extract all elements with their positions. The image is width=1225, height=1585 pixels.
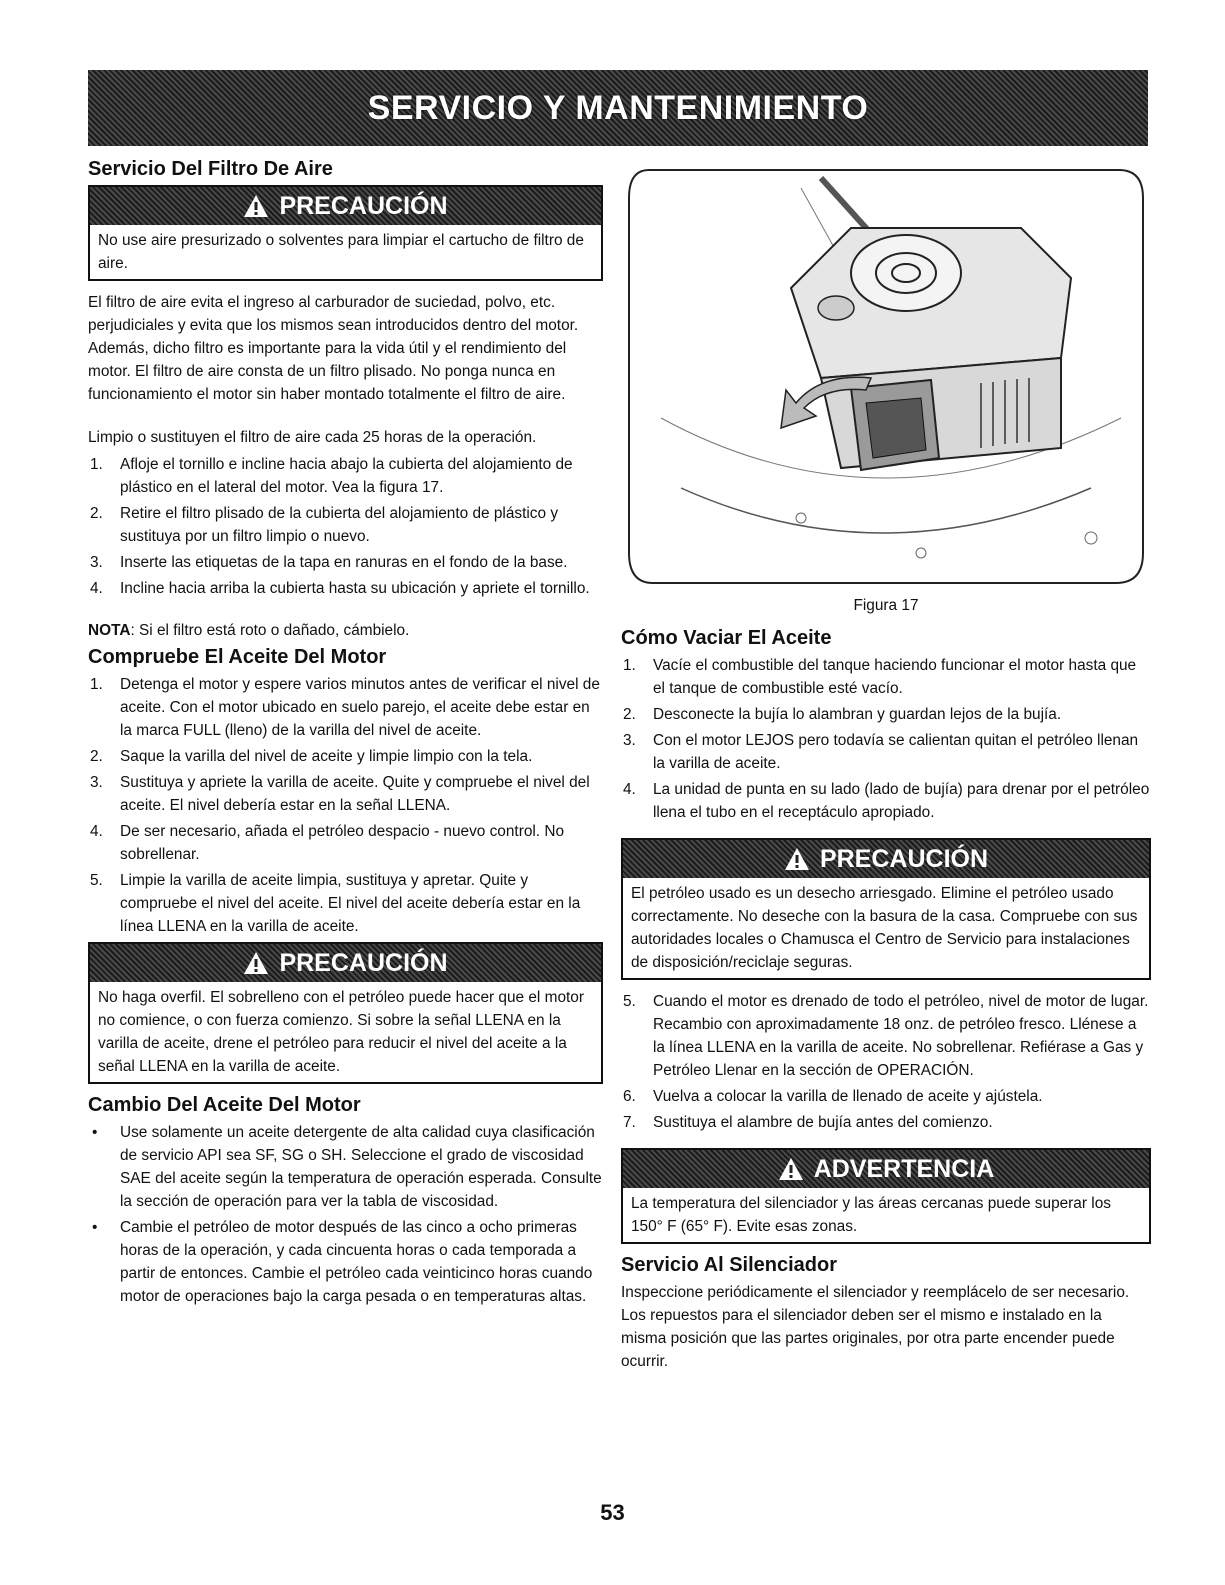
warning-triangle-icon <box>784 847 810 871</box>
warning-text: La temperatura del silenciador y las áreas cercanas puede superar los 150° F (65° F). Evite esas zonas. <box>631 1195 1111 1235</box>
list-item: • Use solamente un aceite detergente de alta calidad cuya clasificación de servicio API sea SF, SG o SH. Seleccione el grado de viscosidad SAE del aceite según la temperatura de operación esperada. Consulte la sección de operación para ver la tabla de viscosidad. <box>92 1124 602 1210</box>
right-column <box>621 158 1151 1377</box>
muffler-text: Inspeccione periódicamente el silenciador y reemplácelo de ser necesario. Los repuestos para el silenciador deben ser el mismo e instalado en la misma posición que las partes originales, por otra parte encender puede ocurrir. <box>621 1284 1130 1370</box>
caution-header <box>90 944 601 982</box>
left-column <box>88 158 603 1311</box>
list-item: 5. Limpie la varilla de aceite limpia, sustituya y apretar. Quite y compruebe el nivel del aceite. El nivel del aceite debería estar en la línea LLENA en la varilla de aceite. <box>90 872 581 935</box>
list-item: 2. Retire el filtro plisado de la cubierta del alojamiento de plástico y sustituya por un filtro limpio o nuevo. <box>90 505 559 545</box>
engine-figure <box>621 158 1146 588</box>
note-label: NOTA <box>88 622 131 639</box>
list-item: 3. Con el motor LEJOS pero todavía se calientan quitan el petróleo llenan la varilla de aceite. <box>623 732 1139 772</box>
list-item: • Cambie el petróleo de motor después de las cinco a ocho primeras horas de la operación, y cada cincuenta horas o cada temporada a partir de entonces. Cambie el petróleo cada veinticinco horas cuando motor de operaciones bajo la carga pesada o en temperaturas altas. <box>92 1219 593 1305</box>
list-item: 3. Sustituya y apriete la varilla de aceite. Quite y compruebe el nivel del aceite. El nivel debería estar en la señal LLENA. <box>90 774 590 814</box>
banner-title: SERVICIO Y MANTENIMIENTO <box>367 88 869 127</box>
air-filter-intro: Limpio o sustituyen el filtro de aire cada 25 horas de la operación. <box>88 429 537 446</box>
list-item: 6. Vuelva a colocar la varilla de llenado de aceite y ajústela. <box>623 1088 1043 1105</box>
caution-title: PRECAUCIÓN <box>279 191 448 220</box>
check-oil-steps <box>88 673 603 938</box>
caution-header <box>623 840 1149 878</box>
air-filter-paragraph: El filtro de aire evita el ingreso al carburador de suciedad, polvo, etc. perjudiciales y evita que los mismos sean introducidos dentro del motor. Además, dicho filtro es importante para la vida útil y el rendimiento del motor. El filtro de aire consta de un filtro plisado. No ponga nunca en funcionamiento el motor sin haber montado totalmente el filtro de aire. <box>88 294 579 403</box>
page-banner <box>88 70 1148 146</box>
warning-header <box>623 1150 1149 1188</box>
caution-text: No haga overfil. El sobrelleno con el petróleo puede hacer que el motor no comience, o con fuerza comienzo. Si sobre la señal LLENA en la varilla de aceite, drene el petróleo para reducir el nivel del aceite a la señal LLENA en la varilla de aceite. <box>98 989 584 1075</box>
caution-title: PRECAUCIÓN <box>279 948 448 977</box>
note-text: : Si el filtro está roto o dañado, cámbielo. <box>130 622 410 639</box>
engine-illustration <box>621 158 1146 588</box>
caution-text: No use aire presurizado o solventes para limpiar el cartucho de filtro de aire. <box>98 232 584 272</box>
list-item: 7. Sustituya el alambre de bujía antes del comienzo. <box>623 1114 993 1131</box>
muffler-heading: Servicio Al Silenciador <box>621 1254 838 1276</box>
caution-text: El petróleo usado es un desecho arriesgado. Elimine el petróleo usado correctamente. No deseche con la basura de la casa. Compruebe con sus autoridades locales o Chamusca el Centro de Servicio para instalaciones de disposición/reciclaje seguras. <box>631 885 1138 971</box>
list-item: 3. Inserte las etiquetas de la tapa en ranuras en el fondo de la base. <box>90 554 568 571</box>
warning-box-muffler <box>621 1148 1151 1244</box>
air-filter-heading: Servicio Del Filtro De Aire <box>88 158 333 180</box>
warning-triangle-icon <box>243 194 269 218</box>
list-item: 2. Desconecte la bujía lo alambran y guardan lejos de la bujía. <box>623 706 1062 723</box>
change-oil-bullets <box>88 1121 603 1308</box>
drain-oil-steps <box>621 654 1151 824</box>
drain-oil-steps-continued <box>621 990 1151 1134</box>
list-item: 1. Detenga el motor y espere varios minutos antes de verificar el nivel de aceite. Con el motor ubicado en suelo parejo, el aceite debe estar en la marca FULL (lleno) de la varilla del nivel de aceite. <box>90 676 600 739</box>
list-item: 4. De ser necesario, añada el petróleo despacio - nuevo control. No sobrellenar. <box>90 823 565 863</box>
list-item: 1. Afloje el tornillo e incline hacia abajo la cubierta del alojamiento de plástico en el lateral del motor. Vea la figura 17. <box>90 456 573 496</box>
caution-box-air-filter <box>88 185 603 281</box>
check-oil-heading: Compruebe El Aceite Del Motor <box>88 646 387 668</box>
list-item: 4. La unidad de punta en su lado (lado de bujía) para drenar por el petróleo llena el tubo en el receptáculo apropiado. <box>623 781 1150 821</box>
figure-caption: Figura 17 <box>853 597 919 614</box>
warning-title: ADVERTENCIA <box>813 1154 995 1183</box>
list-item: 4. Incline hacia arriba la cubierta hasta su ubicación y apriete el tornillo. <box>90 580 590 597</box>
drain-oil-heading: Cómo Vaciar El Aceite <box>621 627 832 649</box>
list-item: 2. Saque la varilla del nivel de aceite y limpie limpio con la tela. <box>90 748 533 765</box>
warning-triangle-icon <box>778 1157 804 1181</box>
caution-box-overfill <box>88 942 603 1084</box>
air-filter-steps <box>88 453 603 600</box>
note <box>88 619 603 642</box>
caution-header <box>90 187 601 225</box>
list-item: 1. Vacíe el combustible del tanque haciendo funcionar el motor hasta que el tanque de combustible esté vacío. <box>623 657 1137 697</box>
warning-triangle-icon <box>243 951 269 975</box>
page-number: 53 <box>600 1500 625 1525</box>
change-oil-heading: Cambio Del Aceite Del Motor <box>88 1094 361 1116</box>
caution-title: PRECAUCIÓN <box>819 844 989 873</box>
list-item: 5. Cuando el motor es drenado de todo el petróleo, nivel de motor de lugar. Recambio con aproximadamente 18 onz. de petróleo fresco. Llénese a la línea LLENA en la varilla de aceite. No sobrellenar. Refiérase a Gas y Petróleo Llenar en la sección de OPERACIÓN. <box>623 993 1149 1079</box>
caution-box-used-oil <box>621 838 1151 980</box>
